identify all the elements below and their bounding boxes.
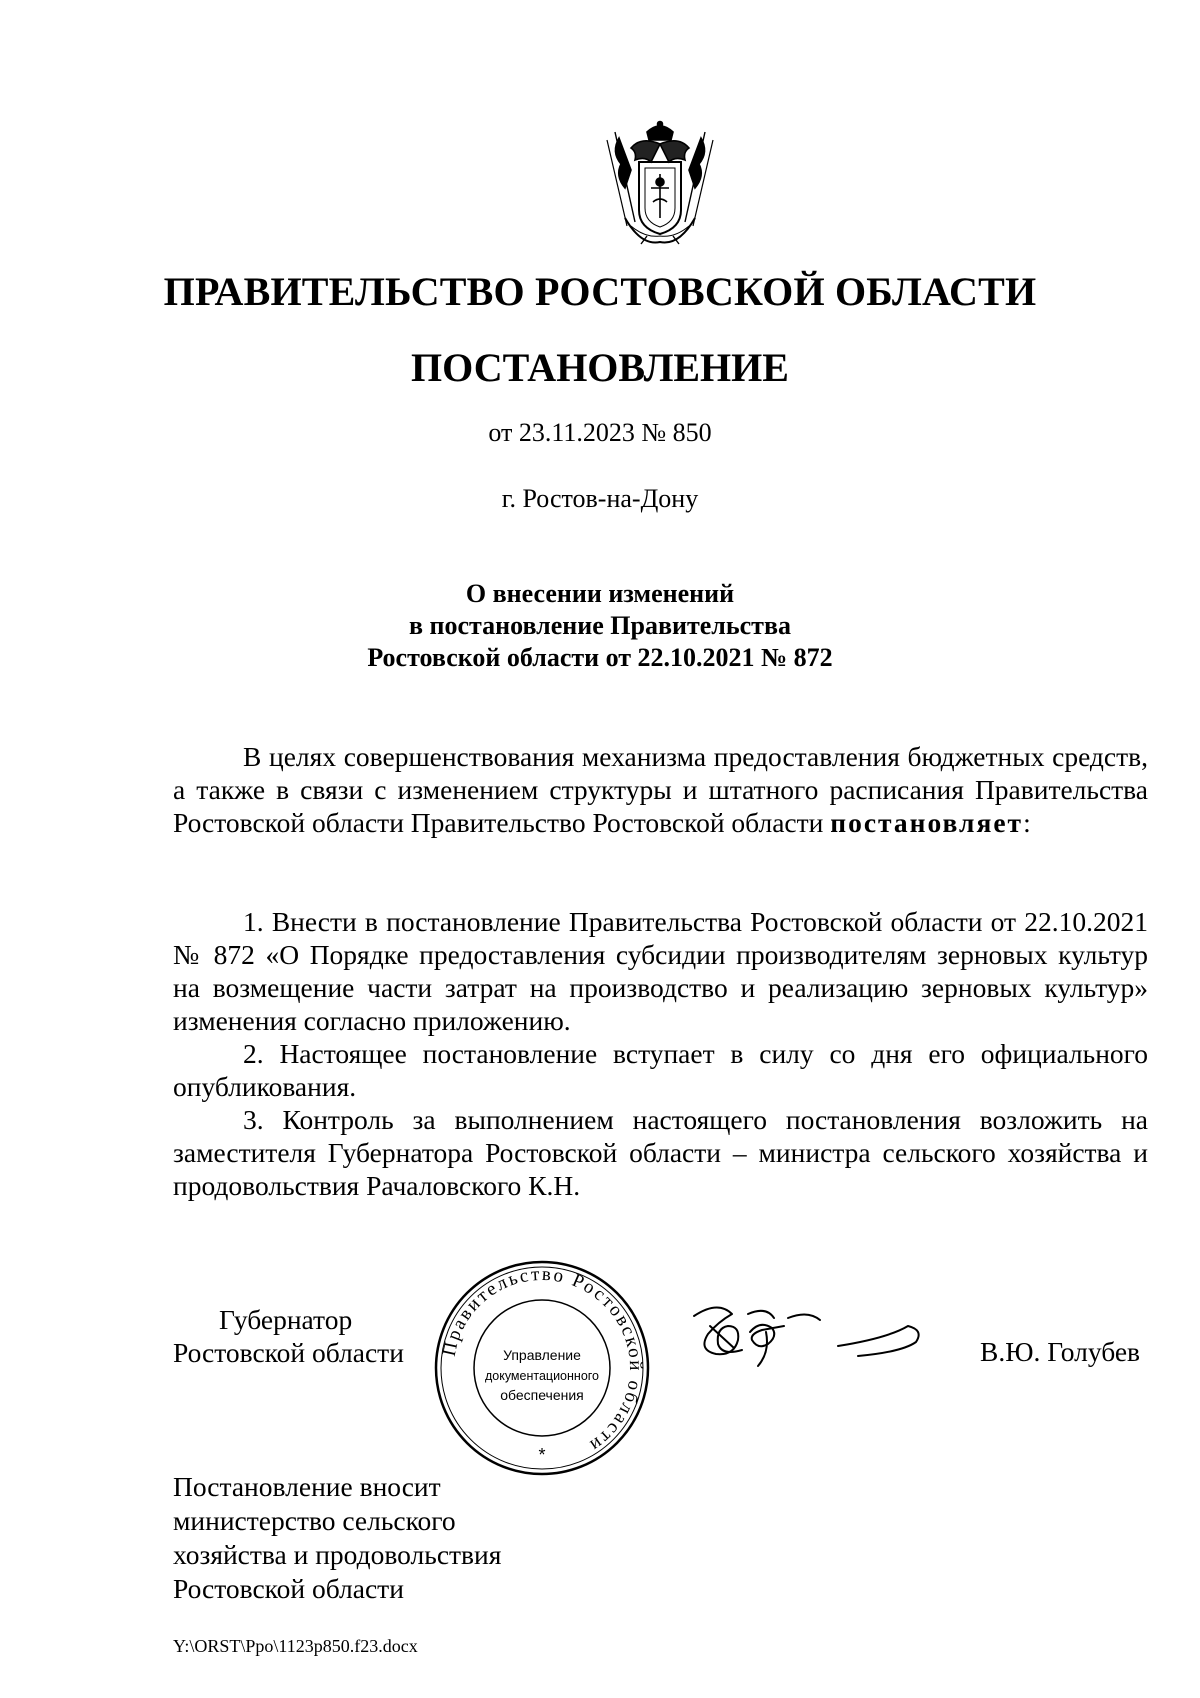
governor-title-line: Ростовской области	[173, 1337, 404, 1368]
decree-colon: :	[1023, 807, 1031, 838]
decree-item: 2. Настоящее постановление вступает в силу со дня его официального опубликования.	[173, 1038, 1148, 1102]
decree-item: 1. Внести в постановление Правительства Ростовской области от 22.10.2021 № 872 «О Порядке предоставления субсидии производителям зерновых культур на возмещение части затрат на производство и реализацию зерновых культур» изменения согласно приложению.	[173, 906, 1148, 1036]
subject-line: Ростовской области от 22.10.2021 № 872	[367, 643, 833, 672]
governor-title-line: Губернатор	[219, 1304, 353, 1335]
organization-title: ПРАВИТЕЛЬСТВО РОСТОВСКОЙ ОБЛАСТИ	[163, 269, 1037, 314]
seal-outer-text: Правительство Ростовской области	[438, 1263, 647, 1457]
seal-star: *	[538, 1445, 546, 1465]
document-date-number: от 23.11.2023 № 850	[488, 418, 712, 447]
decree-word: постановляет	[830, 807, 1024, 838]
signer-name: В.Ю. Голубев	[980, 1336, 1141, 1367]
file-path: Y:\ORST\Ppo\1123p850.f23.docx	[173, 1636, 418, 1656]
seal-inner-text: Управление	[503, 1347, 581, 1363]
document-type: ПОСТАНОВЛЕНИЕ	[411, 345, 789, 390]
governor-title	[173, 1303, 404, 1369]
submitted-by-line: министерство сельского	[173, 1505, 456, 1536]
decree-items	[173, 905, 1148, 1202]
submitted-by-line: Постановление вносит	[173, 1471, 441, 1502]
official-seal-stamp	[432, 1258, 652, 1478]
handwritten-signature	[688, 1296, 938, 1376]
submitted-by-block	[173, 1470, 501, 1606]
seal-inner-text: документационного	[484, 1369, 600, 1383]
submitted-by-line: хозяйства и продовольствия	[173, 1539, 502, 1570]
document-city: г. Ростов-на-Дону	[501, 484, 699, 513]
preamble-text: В целях совершенствования механизма предоставления бюджетных средств, а также в связи с изменением структуры и штатного расписания Правительства Ростовской области Правительство Ростовской области	[173, 741, 1148, 838]
document-subject	[0, 578, 1200, 674]
coat-of-arms-icon	[601, 118, 719, 246]
decree-item: 3. Контроль за выполнением настоящего постановления возложить на заместителя Губернатора Ростовской области – министра сельского хозяйства и продовольствия Рачаловского К.Н.	[173, 1104, 1148, 1201]
preamble-paragraph	[173, 740, 1148, 839]
submitted-by-line: Ростовской области	[173, 1573, 404, 1604]
subject-line: О внесении изменений	[465, 579, 735, 608]
subject-line: в постановление Правительства	[408, 611, 791, 640]
seal-inner-text: обеспечения	[500, 1387, 584, 1403]
